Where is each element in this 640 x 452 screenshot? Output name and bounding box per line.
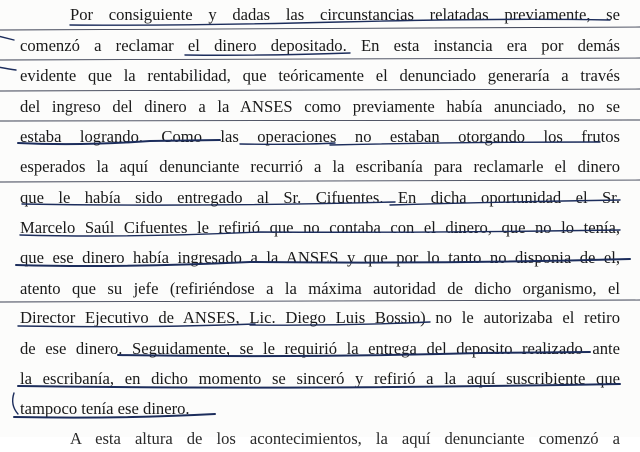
text-line: atento que su jefe (refiriéndose a la máxima autoridad de dicho organismo, el: [20, 279, 620, 298]
pen-tick: [0, 67, 16, 70]
text-line: que ese dinero había ingresado a la ANSES y que por lo tanto no disponia de el,: [20, 248, 620, 267]
text-line: la escribanía, en dicho momento se sinceró y refirió a la aquí suscribiente que: [20, 369, 620, 388]
ruled-line: [0, 89, 640, 91]
text-line: Por consiguiente y dadas las circunstancias relatadas previamente, se: [70, 5, 620, 24]
ruled-line: [0, 120, 640, 121]
text-line: tampoco tenía ese dinero.: [20, 399, 190, 418]
text-line: esperados la aquí denunciante recurrió a la escribanía para reclamarle el dinero: [20, 157, 620, 176]
text-line: A esta altura de los acontecimientos, la aquí denunciante comenzó a: [70, 429, 620, 448]
text-line: del ingreso del dinero a la ANSES como previamente había anunciado, no se: [20, 97, 620, 116]
text-line: comenzó a reclamar el dinero depositado. En esta instancia era por demás: [20, 36, 620, 55]
text-line: que le había sido entregado al Sr. Cifuentes. En dicha oportunidad el Sr.: [20, 188, 620, 207]
text-line: de ese dinero. Seguidamente, se le requirió la entrega del deposito realizado ante: [20, 339, 620, 358]
text-line: estaba logrando. Como las operaciones no estaban otorgando los frutos: [20, 127, 620, 146]
ruled-line: [0, 180, 640, 182]
text-line: Director Ejecutivo de ANSES, Lic. Diego Luis Bossio) no le autorizaba el retiro: [20, 308, 620, 327]
text-line: evidente que la rentabilidad, que teóricamente el denunciado generaría a través: [20, 66, 620, 85]
pen-tick: [0, 36, 14, 40]
pen-tick: [13, 393, 18, 414]
text-line: Marcelo Saúl Cifuentes le refirió que no contaba con el dinero, que no lo tenía,: [20, 218, 620, 237]
